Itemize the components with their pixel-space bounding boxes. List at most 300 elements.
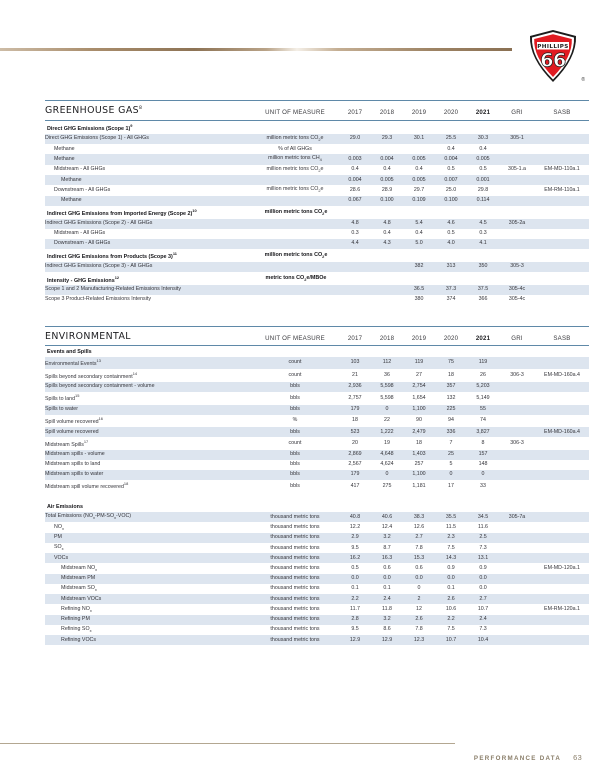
row-value-2020: 0	[435, 470, 467, 480]
row-value-2018: 36	[371, 369, 403, 382]
row-value-2019: 0.4	[403, 165, 435, 176]
row-label: Midstream spills to water	[45, 470, 251, 480]
row-value-2019: 119	[403, 357, 435, 370]
row-label: Methane	[45, 196, 251, 206]
row-gri-code	[499, 357, 535, 370]
row-value-2017: 417	[339, 480, 371, 493]
row-gri-code	[499, 470, 535, 480]
row-sasb-code	[535, 512, 589, 523]
row-unit: million metric tons $CO_2e$	[251, 185, 339, 196]
row-unit: bbls	[251, 392, 339, 405]
row-value-2017: 0.067	[339, 196, 371, 206]
row-value-2019: 380	[403, 295, 435, 305]
row-value-2018: 275	[371, 480, 403, 493]
row-unit: thousand metric tons	[251, 533, 339, 543]
header-gradient-rule	[0, 48, 512, 51]
group-header-unit	[251, 346, 339, 357]
row-label: VOCs	[45, 553, 251, 563]
row-value-2017: 0.003	[339, 154, 371, 165]
row-value-2017: 2,757	[339, 392, 371, 405]
row-unit: thousand metric tons	[251, 553, 339, 563]
row-value-2018: 4,648	[371, 450, 403, 460]
footer-section-label: PERFORMANCE DATA	[473, 755, 562, 762]
table-row	[45, 615, 589, 625]
row-unit: million metric tons $CO_2e$	[251, 134, 339, 145]
row-value-2021: 4.1	[467, 239, 499, 249]
row-value-2021: 5,203	[467, 382, 499, 392]
row-value-2021: 5,149	[467, 392, 499, 405]
row-value-2020: 336	[435, 427, 467, 437]
row-value-2018: 0.4	[371, 165, 403, 176]
row-value-2019: 2.6	[403, 615, 435, 625]
row-gri-code: 305-3	[499, 262, 535, 272]
row-sasb-code	[535, 533, 589, 543]
row-gri-code	[499, 543, 535, 554]
row-sasb-code	[535, 615, 589, 625]
column-header-year-2018: 2018	[371, 101, 403, 121]
row-value-2019: 7.8	[403, 543, 435, 554]
phillips-66-shield-logo	[524, 28, 585, 86]
row-value-2018: 0.100	[371, 196, 403, 206]
section-table-0	[45, 100, 589, 305]
row-value-2021: 0.0	[467, 574, 499, 584]
row-value-2020: 94	[435, 415, 467, 428]
row-value-2018: 0.6	[371, 563, 403, 574]
row-value-2019: 5.4	[403, 219, 435, 229]
row-value-2019: 0.4	[403, 229, 435, 239]
row-gri-code	[499, 594, 535, 604]
row-gri-code	[499, 625, 535, 636]
row-unit	[251, 239, 339, 249]
row-value-2020: 0.100	[435, 196, 467, 206]
row-value-2018: 12.4	[371, 522, 403, 533]
row-label: $NO_x$	[45, 522, 251, 533]
row-unit: count	[251, 437, 339, 450]
table-row	[45, 219, 589, 229]
row-value-2021: 0.001	[467, 175, 499, 185]
row-label: Spill volume recovered	[45, 427, 251, 437]
row-value-2019: 27	[403, 369, 435, 382]
column-header-year-2021: 2021	[467, 326, 499, 346]
row-gri-code	[499, 427, 535, 437]
row-value-2018: 0.004	[371, 154, 403, 165]
row-sasb-code	[535, 594, 589, 604]
row-sasb-code	[535, 382, 589, 392]
table-row	[45, 154, 589, 165]
row-value-2018: 22	[371, 415, 403, 428]
group-header-unit: million metric tons $CO_2e$	[251, 206, 339, 219]
row-value-2020: 357	[435, 382, 467, 392]
row-value-2017: 2.9	[339, 533, 371, 543]
row-gri-code	[499, 553, 535, 563]
row-gri-code	[499, 563, 535, 574]
table-row	[45, 382, 589, 392]
row-value-2019: 2.7	[403, 533, 435, 543]
table-row	[45, 134, 589, 145]
performance-data-tables	[45, 100, 580, 645]
row-value-2019: 15.3	[403, 553, 435, 563]
registered-trademark-mark: ®	[581, 77, 585, 83]
row-value-2018: 4.8	[371, 219, 403, 229]
row-value-2017: 2.2	[339, 594, 371, 604]
table-row	[45, 543, 589, 554]
row-gri-code	[499, 175, 535, 185]
row-label: Midstream Spills$^{17}$	[45, 437, 251, 450]
row-sasb-code: EM-RM-120a.1	[535, 604, 589, 615]
row-value-2018: 29.3	[371, 134, 403, 145]
row-label: Direct GHG Emissions (Scope 1) - All GHGs	[45, 134, 251, 145]
row-value-2018: 28.9	[371, 185, 403, 196]
row-label: Midstream PM	[45, 574, 251, 584]
row-value-2019: 2	[403, 594, 435, 604]
row-label: Midstream - All GHGs	[45, 229, 251, 239]
row-value-2020: 37.3	[435, 285, 467, 295]
row-value-2020: 18	[435, 369, 467, 382]
table-row	[45, 604, 589, 615]
row-sasb-code	[535, 553, 589, 563]
row-label: Refining PM	[45, 615, 251, 625]
row-unit: thousand metric tons	[251, 604, 339, 615]
row-value-2017: 4.8	[339, 219, 371, 229]
row-gri-code	[499, 185, 535, 196]
row-label: Indirect GHG Emissions (Scope 2) - All GHGs	[45, 219, 251, 229]
svg-text:PHILLIPS: PHILLIPS	[537, 44, 569, 50]
row-value-2017: 2,567	[339, 460, 371, 470]
table-row	[45, 185, 589, 196]
row-value-2017: 40.8	[339, 512, 371, 523]
group-header-label: Intensity - GHG Emissions$^{12}$	[45, 272, 251, 285]
row-sasb-code	[535, 239, 589, 249]
table-row	[45, 295, 589, 305]
table-row	[45, 357, 589, 370]
row-unit: thousand metric tons	[251, 543, 339, 554]
row-unit	[251, 219, 339, 229]
column-header-sasb: SASB	[535, 101, 589, 121]
row-unit	[251, 196, 339, 206]
row-value-2018: 8.6	[371, 625, 403, 636]
row-label: Downstream - All GHGs	[45, 239, 251, 249]
row-value-2019: 1,403	[403, 450, 435, 460]
row-value-2021: 119	[467, 357, 499, 370]
row-value-2021: 3,827	[467, 427, 499, 437]
row-sasb-code	[535, 470, 589, 480]
row-value-2019: 0.6	[403, 563, 435, 574]
row-gri-code: 306-3	[499, 437, 535, 450]
group-header-label: Direct GHG Emissions (Scope 1)$^9$	[45, 120, 251, 134]
row-label: Midstream $NO_x$	[45, 563, 251, 574]
row-value-2018: 19	[371, 437, 403, 450]
row-label: Midstream - All GHGs	[45, 165, 251, 176]
row-value-2020: 25	[435, 450, 467, 460]
row-value-2021: 34.5	[467, 512, 499, 523]
row-value-2019: 1,100	[403, 470, 435, 480]
row-value-2019: 1,100	[403, 405, 435, 415]
row-sasb-code	[535, 144, 589, 154]
column-header-unit: UNIT OF MEASURE	[251, 326, 339, 346]
table-row	[45, 369, 589, 382]
row-gri-code	[499, 144, 535, 154]
table-row	[45, 392, 589, 405]
row-sasb-code	[535, 196, 589, 206]
row-sasb-code: EM-MD-160a.4	[535, 369, 589, 382]
row-value-2021: 0.0	[467, 584, 499, 595]
row-value-2021: 11.6	[467, 522, 499, 533]
row-gri-code	[499, 239, 535, 249]
row-label: Methane	[45, 144, 251, 154]
row-sasb-code	[535, 543, 589, 554]
row-unit: thousand metric tons	[251, 512, 339, 523]
row-sasb-code	[535, 437, 589, 450]
column-header-year-2017: 2017	[339, 101, 371, 121]
row-gri-code: 305-4c	[499, 295, 535, 305]
row-unit	[251, 229, 339, 239]
column-header-year-2020: 2020	[435, 326, 467, 346]
row-value-2018: 0	[371, 405, 403, 415]
group-header-unit	[251, 120, 339, 134]
row-sasb-code	[535, 357, 589, 370]
row-value-2018: 3.2	[371, 533, 403, 543]
row-gri-code: 305-4c	[499, 285, 535, 295]
row-label: Spill volume recovered$^{16}$	[45, 415, 251, 428]
row-value-2018	[371, 295, 403, 305]
row-value-2020: 4.0	[435, 239, 467, 249]
row-unit: thousand metric tons	[251, 625, 339, 636]
row-unit: bbls	[251, 460, 339, 470]
row-label: Spills beyond secondary containment - volume	[45, 382, 251, 392]
row-value-2017: 523	[339, 427, 371, 437]
row-label: Scope 3 Product-Related Emissions Intensity	[45, 295, 251, 305]
row-value-2017: 0.1	[339, 584, 371, 595]
row-unit: thousand metric tons	[251, 615, 339, 625]
row-label: PM	[45, 533, 251, 543]
row-value-2018: 112	[371, 357, 403, 370]
row-value-2021: 0.9	[467, 563, 499, 574]
table-row	[45, 625, 589, 636]
row-value-2017: 179	[339, 405, 371, 415]
row-value-2017: 0.5	[339, 563, 371, 574]
row-value-2017: 9.5	[339, 543, 371, 554]
row-value-2020: 35.5	[435, 512, 467, 523]
table-row	[45, 285, 589, 295]
row-sasb-code	[535, 175, 589, 185]
row-value-2019: 12.6	[403, 522, 435, 533]
row-label: Spills to water	[45, 405, 251, 415]
row-sasb-code	[535, 285, 589, 295]
row-value-2018: 0.4	[371, 229, 403, 239]
row-unit: count	[251, 369, 339, 382]
group-header-unit: metric tons $CO_2e$/MBOe	[251, 272, 339, 285]
table-row	[45, 427, 589, 437]
group-header-row	[45, 272, 589, 285]
row-value-2019: 0.109	[403, 196, 435, 206]
row-value-2017: 29.0	[339, 134, 371, 145]
row-sasb-code	[535, 262, 589, 272]
row-value-2019: 257	[403, 460, 435, 470]
table-row	[45, 533, 589, 543]
row-value-2021: 0.005	[467, 154, 499, 165]
row-gri-code: 305-1.a	[499, 165, 535, 176]
row-value-2018: 11.8	[371, 604, 403, 615]
row-unit: thousand metric tons	[251, 563, 339, 574]
row-sasb-code: EM-RM-110a.1	[535, 185, 589, 196]
row-gri-code	[499, 615, 535, 625]
row-unit	[251, 285, 339, 295]
row-value-2017	[339, 295, 371, 305]
row-value-2017: 9.5	[339, 625, 371, 636]
row-value-2021: 366	[467, 295, 499, 305]
row-value-2020: 7.5	[435, 543, 467, 554]
row-value-2021: 30.3	[467, 134, 499, 145]
column-header-gri: GRI	[499, 326, 535, 346]
row-value-2020: 132	[435, 392, 467, 405]
row-value-2018: 16.3	[371, 553, 403, 563]
row-value-2020: 7	[435, 437, 467, 450]
row-value-2017: 20	[339, 437, 371, 450]
row-value-2017	[339, 285, 371, 295]
row-value-2020: 0.1	[435, 584, 467, 595]
row-value-2017: 2,936	[339, 382, 371, 392]
row-sasb-code	[535, 219, 589, 229]
table-row	[45, 635, 589, 645]
row-sasb-code	[535, 295, 589, 305]
row-value-2020: 0.5	[435, 229, 467, 239]
row-value-2019: 36.5	[403, 285, 435, 295]
row-gri-code	[499, 382, 535, 392]
row-label: Scope 1 and 2 Manufacturing-Related Emissions Intensity	[45, 285, 251, 295]
row-value-2017: 0.004	[339, 175, 371, 185]
row-label: Methane	[45, 175, 251, 185]
column-header-year-2019: 2019	[403, 101, 435, 121]
row-gri-code	[499, 450, 535, 460]
row-unit: bbls	[251, 450, 339, 460]
row-unit: bbls	[251, 470, 339, 480]
row-gri-code	[499, 460, 535, 470]
row-value-2018: 5,598	[371, 382, 403, 392]
section-header-row	[45, 326, 589, 346]
row-value-2021: 7.3	[467, 625, 499, 636]
row-value-2020: 313	[435, 262, 467, 272]
row-value-2021: 0.114	[467, 196, 499, 206]
row-value-2021: 2.7	[467, 594, 499, 604]
row-label: $SO_x$	[45, 543, 251, 554]
row-gri-code: 306-3	[499, 369, 535, 382]
row-gri-code	[499, 415, 535, 428]
row-value-2021: 2.5	[467, 533, 499, 543]
row-unit: million metric tons $CO_2e$	[251, 165, 339, 176]
row-gri-code	[499, 229, 535, 239]
row-sasb-code	[535, 154, 589, 165]
row-value-2018: 4.3	[371, 239, 403, 249]
row-unit	[251, 175, 339, 185]
page-footer	[474, 753, 582, 762]
group-header-label: Air Emissions	[45, 502, 251, 512]
table-row	[45, 522, 589, 533]
row-sasb-code	[535, 450, 589, 460]
row-value-2019: 1,654	[403, 392, 435, 405]
row-unit	[251, 262, 339, 272]
column-header-year-2017: 2017	[339, 326, 371, 346]
row-value-2021: 0.4	[467, 144, 499, 154]
row-value-2020: 0.007	[435, 175, 467, 185]
row-gri-code: 305-2a	[499, 219, 535, 229]
row-value-2017: 179	[339, 470, 371, 480]
row-value-2019: 1,181	[403, 480, 435, 493]
row-value-2020: 11.5	[435, 522, 467, 533]
table-row	[45, 239, 589, 249]
row-label: Spills to land$^{15}$	[45, 392, 251, 405]
table-row	[45, 175, 589, 185]
table-row	[45, 470, 589, 480]
row-value-2021: 4.5	[467, 219, 499, 229]
row-value-2020: 17	[435, 480, 467, 493]
row-value-2018: 8.7	[371, 543, 403, 554]
table-row	[45, 460, 589, 470]
table-row	[45, 450, 589, 460]
row-sasb-code	[535, 625, 589, 636]
row-value-2017: 11.7	[339, 604, 371, 615]
row-label: Midstream spills to land	[45, 460, 251, 470]
row-unit: thousand metric tons	[251, 522, 339, 533]
column-header-gri: GRI	[499, 101, 535, 121]
row-value-2020: 2.6	[435, 594, 467, 604]
row-value-2017: 0.4	[339, 165, 371, 176]
row-label: Refining $SO_x$	[45, 625, 251, 636]
row-value-2020: 5	[435, 460, 467, 470]
row-value-2018: 4,624	[371, 460, 403, 470]
row-gri-code	[499, 584, 535, 595]
section-table-1	[45, 326, 589, 645]
row-unit: thousand metric tons	[251, 635, 339, 645]
row-gri-code	[499, 533, 535, 543]
row-value-2018: 0.0	[371, 574, 403, 584]
column-header-year-2021: 2021	[467, 101, 499, 121]
row-value-2021: 26	[467, 369, 499, 382]
row-unit: % of All GHGs	[251, 144, 339, 154]
table-row	[45, 480, 589, 493]
column-header-year-2019: 2019	[403, 326, 435, 346]
row-value-2021: 8	[467, 437, 499, 450]
row-label: Downstream - All GHGs	[45, 185, 251, 196]
column-header-year-2018: 2018	[371, 326, 403, 346]
table-row	[45, 229, 589, 239]
row-gri-code	[499, 154, 535, 165]
row-unit: thousand metric tons	[251, 584, 339, 595]
table-row	[45, 594, 589, 604]
row-gri-code	[499, 574, 535, 584]
row-value-2021: 350	[467, 262, 499, 272]
row-value-2019: 0	[403, 584, 435, 595]
row-value-2018: 40.6	[371, 512, 403, 523]
row-sasb-code	[535, 480, 589, 493]
row-value-2021: 33	[467, 480, 499, 493]
table-row	[45, 437, 589, 450]
row-unit: thousand metric tons	[251, 594, 339, 604]
group-header-unit: million metric tons $CO_2e$	[251, 249, 339, 262]
row-value-2017: 12.9	[339, 635, 371, 645]
row-value-2020: 0.0	[435, 574, 467, 584]
row-value-2021: 13.1	[467, 553, 499, 563]
row-sasb-code	[535, 574, 589, 584]
row-value-2019: 18	[403, 437, 435, 450]
row-gri-code	[499, 635, 535, 645]
row-value-2017: 28.6	[339, 185, 371, 196]
row-value-2020: 0.004	[435, 154, 467, 165]
table-row	[45, 415, 589, 428]
footer-rule	[0, 743, 455, 744]
row-value-2017: 103	[339, 357, 371, 370]
row-value-2020: 0.4	[435, 144, 467, 154]
row-gri-code	[499, 522, 535, 533]
